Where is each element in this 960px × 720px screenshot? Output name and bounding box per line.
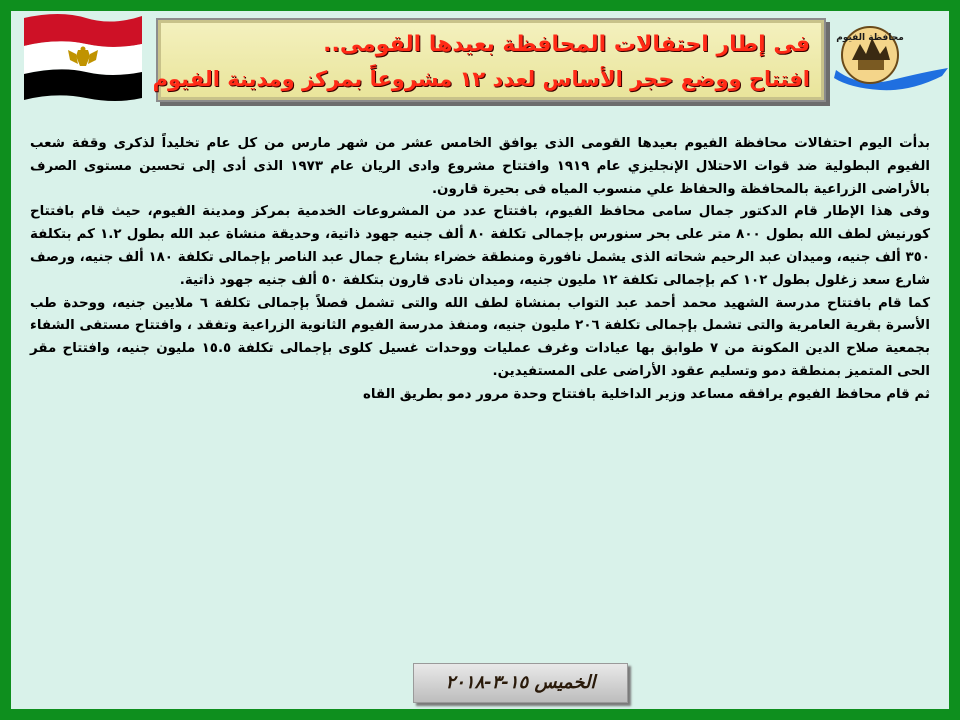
article-paragraph: ثم قام محافظ الفيوم يرافقه مساعد وزير الداخلية بافتتاح وحدة مرور دمو بطريق القاه (362, 386, 930, 402)
article-paragraph: بدأت اليوم احتفالات محافظة الفيوم بعيدها القومى الذى يوافق الخامس عشر من شهر مارس من كل عام تخليداً لذكرى وقفة شعب الفيوم البطولية ضد قوات الاحتلال الإنجليزي عام ١٩١٩ وافتتاح مشروع وادى الريان عام ١٩٧٣ الذى أدى إلى تحسين مستوى الصرف بالأراضى الزراعية بالمحافظة والحفاظ علي منسوب المياه فى بحيرة قارون. (30, 136, 930, 197)
article-paragraph: وفى هذا الإطار قام الدكتور جمال سامى محافظ الفيوم، بافتتاح عدد من المشروعات الخدمية بمركز ومدينة الفيوم، حيث قام بافتتاح كورنيش لطف الله بطول ٨٠٠ متر على بحر سنورس بإجمالى تكلفة ٨٠ ألف جنيه جهود ذاتية، وحديقة منشاة عبد الله بطول ١.٢ كم بتكلفة ٣٥٠ ألف جنيه، وميدان عبد الرحيم شحاته الذى يشمل نافورة ومنطقة خضراء بشارع جمال عبد الناصر بإجمالى تكلفة ١٨٠ ألف جنيه، ورصف شارع سعد زغلول بطول ١٠٢ كم بإجمالى تكلفة ١٢ مليون جنيه، وميدان نادى قارون بتكلفة ٥٠ ألف جنيه جهود ذاتية. (30, 204, 931, 288)
article-body (30, 133, 930, 407)
egypt-flag-icon (20, 10, 146, 102)
headline-line-1: فى إطار احتفالات المحافظة بعيدها القومى.. (323, 32, 810, 57)
logo-text: محافظة الفيوم (836, 33, 904, 43)
article-paragraph: كما قام بافتتاح مدرسة الشهيد محمد أحمد عبد التواب بمنشاة لطف الله والتى تشمل فصلاً بإجمالى تكلفة ٦ ملايين جنيه، ووحدة طب الأسرة بقرية العامرية والتى تشمل بإجمالى تكلفة ٢٠٦ مليون جنيه، ومنفذ مدرسة الفيوم الثانوية الزراعية وتفقد ، وافتتاح مستفى الشفاء بجمعية صلاح الدين المكونة من ٧ طوابق بها عيادات وغرف عمليات ووحدات غسيل كلوى بإجمالى تكلفة ١٥.٥ مليون جنيه، وافتتاح مقر الحى المتميز بمنطقة دمو وتسليم عقود الأراضى على المستفيدين. (30, 295, 930, 379)
headline-line-2: افتتاح ووضع حجر الأساس لعدد ١٢ مشروعاً بمركز ومدينة الفيوم (152, 67, 810, 91)
date-badge: الخميس ١٥-٣-٢٠١٨ (413, 663, 628, 703)
headline-box (152, 18, 826, 102)
governorate-logo-icon (830, 10, 950, 105)
